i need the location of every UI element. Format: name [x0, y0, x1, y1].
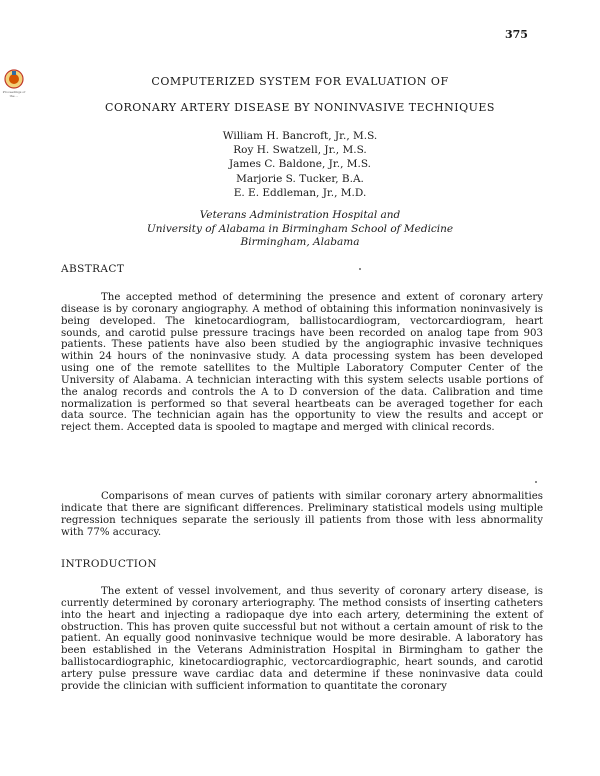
abstract-paragraph-1: The accepted method of determining the presence and extent of coronary artery disease is by coronary angiography. A method of obtaining this information noninvasively is being developed. The kinetocardiogram, ballistocardiogram, vectorcardiogram, heart sounds, and carotid pulse pressure tracings have been recorded on analog tape from 903 patients. These patients have also been studied by the angiographic invasive techniques within 24 hours of the noninvasive study. A data processing system has been developed using one of the remote satellites to the Multiple Laboratory Computer Center of the University of Alabama. A technician interacting with this system selects usable portions of the analog records and controls the A to D conversion of the data. Calibration and time normalization is performed so that several heartbeats can be averaged together for each data source. The technician again has the opportunity to view the results and accept or reject them. Accepted data is spooled to magtape and merged with clinical records.	[61, 292, 543, 434]
affiliation-line: Veterans Administration Hospital and	[199, 209, 401, 221]
author: Roy H. Swatzell, Jr., M.S.	[233, 144, 367, 157]
affiliation	[0, 209, 600, 250]
author: William H. Bancroft, Jr., M.S.	[222, 130, 378, 142]
page-number: 375	[505, 28, 528, 41]
author: James C. Baldone, Jr., M.S.	[228, 158, 372, 171]
author: Marjorie S. Tucker, B.A.	[236, 172, 364, 185]
affiliation-line: University of Alabama in Birmingham School of Medicine	[146, 222, 454, 235]
author-list	[0, 129, 600, 200]
logo-caption: Proceedings of the ...	[2, 90, 26, 98]
abstract-heading: ABSTRACT	[61, 263, 125, 275]
affiliation-line: Birmingham, Alabama	[240, 236, 360, 249]
paper-title-line-1: COMPUTERIZED SYSTEM FOR EVALUATION OF	[151, 75, 449, 88]
scan-speck	[359, 268, 361, 270]
paper-title-line-2: CORONARY ARTERY DISEASE BY NONINVASIVE TECHNIQUES	[105, 101, 495, 114]
introduction-heading: INTRODUCTION	[61, 558, 157, 570]
introduction-paragraph-1: The extent of vessel involvement, and thus severity of coronary artery disease, is currently determined by coronary arteriography. The method consists of inserting catheters into the heart and injecting a radiopaque dye into each artery, determining the extent of obstruction. This has proven quite successful but not without a certain amount of risk to the patient. An equally good noninvasive technique would be more desirable. A laboratory has been established in the Veterans Administration Hospital in Birmingham to gather the ballistocardiographic, kinetocardiographic, vectorcardiographic, heart sounds, and carotid artery pulse pressure wave cardiac data and determine if these noninvasive data could provide the clinician with sufficient information to quantitate the coronary	[61, 586, 543, 692]
author: E. E. Eddleman, Jr., M.D.	[233, 186, 367, 199]
scan-speck	[535, 481, 537, 483]
abstract-paragraph-2: Comparisons of mean curves of patients with similar coronary artery abnormalities indicate that there are significant differences. Preliminary statistical models using multiple regression techniques separate the seriously ill patients from those with less abnormality with 77% accuracy.	[61, 491, 543, 538]
